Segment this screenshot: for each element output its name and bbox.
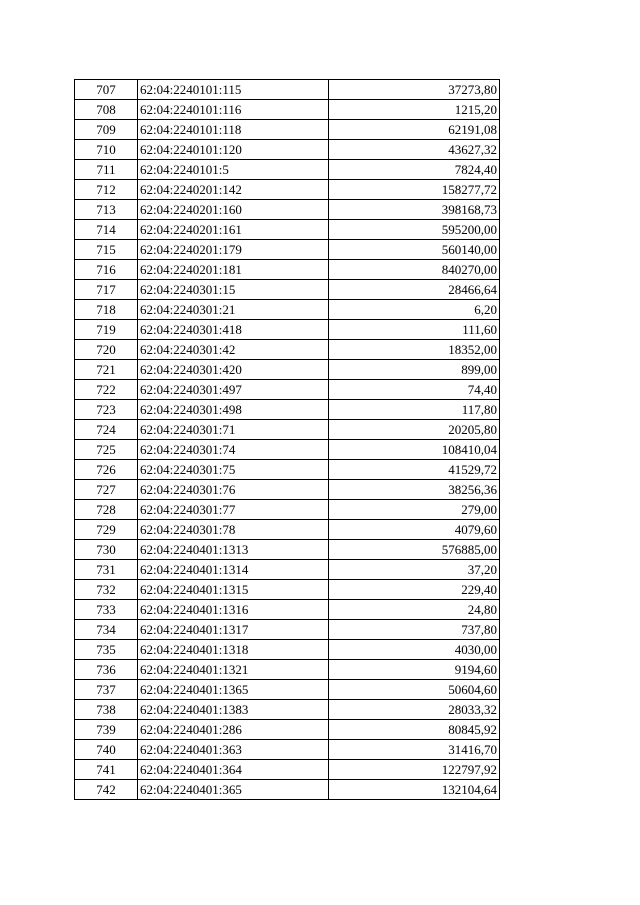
table-row: [75, 700, 500, 720]
cadastral-number-cell: 62:04:2240101:5: [138, 160, 329, 180]
cadastral-number-cell: 62:04:2240301:77: [138, 500, 329, 520]
table-body: [75, 80, 500, 800]
row-number-cell: 713: [75, 200, 138, 220]
row-number-cell: 740: [75, 740, 138, 760]
row-number-cell: 715: [75, 240, 138, 260]
row-number-cell: 726: [75, 460, 138, 480]
row-number-cell: 717: [75, 280, 138, 300]
table-row: [75, 720, 500, 740]
value-cell: 28033,32: [329, 700, 500, 720]
row-number-cell: 720: [75, 340, 138, 360]
value-cell: 117,80: [329, 400, 500, 420]
value-cell: 41529,72: [329, 460, 500, 480]
table-row: [75, 460, 500, 480]
table-row: [75, 680, 500, 700]
row-number-cell: 708: [75, 100, 138, 120]
table-row: [75, 220, 500, 240]
value-cell: 9194,60: [329, 660, 500, 680]
value-cell: 4079,60: [329, 520, 500, 540]
cadastral-number-cell: 62:04:2240401:1365: [138, 680, 329, 700]
row-number-cell: 737: [75, 680, 138, 700]
table-row: [75, 520, 500, 540]
table-row: [75, 660, 500, 680]
row-number-cell: 722: [75, 380, 138, 400]
table-row: [75, 420, 500, 440]
table-row: [75, 340, 500, 360]
cadastral-number-cell: 62:04:2240401:364: [138, 760, 329, 780]
cadastral-number-cell: 62:04:2240301:418: [138, 320, 329, 340]
cadastral-number-cell: 62:04:2240201:160: [138, 200, 329, 220]
table-row: [75, 780, 500, 800]
cadastral-number-cell: 62:04:2240301:76: [138, 480, 329, 500]
table-row: [75, 140, 500, 160]
row-number-cell: 721: [75, 360, 138, 380]
table-row: [75, 320, 500, 340]
table-row: [75, 200, 500, 220]
cadastral-number-cell: 62:04:2240301:74: [138, 440, 329, 460]
value-cell: 737,80: [329, 620, 500, 640]
table-row: [75, 280, 500, 300]
row-number-cell: 709: [75, 120, 138, 140]
cadastral-number-cell: 62:04:2240401:1318: [138, 640, 329, 660]
cadastral-number-cell: 62:04:2240401:1316: [138, 600, 329, 620]
value-cell: 37273,80: [329, 80, 500, 100]
cadastral-number-cell: 62:04:2240401:365: [138, 780, 329, 800]
row-number-cell: 723: [75, 400, 138, 420]
cadastral-number-cell: 62:04:2240401:1317: [138, 620, 329, 640]
table-row: [75, 480, 500, 500]
table-row: [75, 560, 500, 580]
cadastral-number-cell: 62:04:2240101:120: [138, 140, 329, 160]
value-cell: 43627,32: [329, 140, 500, 160]
value-cell: 111,60: [329, 320, 500, 340]
table-row: [75, 620, 500, 640]
cadastral-number-cell: 62:04:2240101:116: [138, 100, 329, 120]
value-cell: 576885,00: [329, 540, 500, 560]
value-cell: 132104,64: [329, 780, 500, 800]
cadastral-number-cell: 62:04:2240401:363: [138, 740, 329, 760]
cadastral-number-cell: 62:04:2240301:420: [138, 360, 329, 380]
cadastral-number-cell: 62:04:2240301:75: [138, 460, 329, 480]
row-number-cell: 707: [75, 80, 138, 100]
row-number-cell: 719: [75, 320, 138, 340]
table-row: [75, 640, 500, 660]
row-number-cell: 742: [75, 780, 138, 800]
value-cell: 31416,70: [329, 740, 500, 760]
value-cell: 229,40: [329, 580, 500, 600]
row-number-cell: 727: [75, 480, 138, 500]
cadastral-number-cell: 62:04:2240301:498: [138, 400, 329, 420]
cadastral-number-cell: 62:04:2240201:142: [138, 180, 329, 200]
row-number-cell: 718: [75, 300, 138, 320]
value-cell: 20205,80: [329, 420, 500, 440]
cadastral-number-cell: 62:04:2240401:1383: [138, 700, 329, 720]
cadastral-value-table: [74, 79, 500, 800]
row-number-cell: 732: [75, 580, 138, 600]
cadastral-number-cell: 62:04:2240101:115: [138, 80, 329, 100]
table-row: [75, 240, 500, 260]
cadastral-number-cell: 62:04:2240401:1314: [138, 560, 329, 580]
row-number-cell: 739: [75, 720, 138, 740]
value-cell: 7824,40: [329, 160, 500, 180]
row-number-cell: 731: [75, 560, 138, 580]
cadastral-number-cell: 62:04:2240201:161: [138, 220, 329, 240]
value-cell: 80845,92: [329, 720, 500, 740]
value-cell: 4030,00: [329, 640, 500, 660]
row-number-cell: 738: [75, 700, 138, 720]
value-cell: 560140,00: [329, 240, 500, 260]
row-number-cell: 710: [75, 140, 138, 160]
value-cell: 24,80: [329, 600, 500, 620]
value-cell: 6,20: [329, 300, 500, 320]
table-row: [75, 600, 500, 620]
table-row: [75, 160, 500, 180]
value-cell: 840270,00: [329, 260, 500, 280]
cadastral-number-cell: 62:04:2240301:497: [138, 380, 329, 400]
row-number-cell: 729: [75, 520, 138, 540]
table-row: [75, 180, 500, 200]
value-cell: 595200,00: [329, 220, 500, 240]
row-number-cell: 741: [75, 760, 138, 780]
row-number-cell: 735: [75, 640, 138, 660]
table-row: [75, 540, 500, 560]
cadastral-number-cell: 62:04:2240401:1313: [138, 540, 329, 560]
cadastral-number-cell: 62:04:2240201:179: [138, 240, 329, 260]
table-row: [75, 80, 500, 100]
row-number-cell: 716: [75, 260, 138, 280]
value-cell: 62191,08: [329, 120, 500, 140]
value-cell: 37,20: [329, 560, 500, 580]
value-cell: 158277,72: [329, 180, 500, 200]
row-number-cell: 728: [75, 500, 138, 520]
value-cell: 50604,60: [329, 680, 500, 700]
row-number-cell: 711: [75, 160, 138, 180]
table-row: [75, 300, 500, 320]
cadastral-number-cell: 62:04:2240201:181: [138, 260, 329, 280]
row-number-cell: 714: [75, 220, 138, 240]
value-cell: 899,00: [329, 360, 500, 380]
value-cell: 108410,04: [329, 440, 500, 460]
cadastral-number-cell: 62:04:2240301:21: [138, 300, 329, 320]
cadastral-number-cell: 62:04:2240401:286: [138, 720, 329, 740]
row-number-cell: 724: [75, 420, 138, 440]
cadastral-number-cell: 62:04:2240301:42: [138, 340, 329, 360]
table-row: [75, 760, 500, 780]
cadastral-number-cell: 62:04:2240401:1315: [138, 580, 329, 600]
table-row: [75, 580, 500, 600]
row-number-cell: 734: [75, 620, 138, 640]
table-row: [75, 100, 500, 120]
cadastral-number-cell: 62:04:2240401:1321: [138, 660, 329, 680]
cadastral-number-cell: 62:04:2240301:71: [138, 420, 329, 440]
row-number-cell: 712: [75, 180, 138, 200]
value-cell: 28466,64: [329, 280, 500, 300]
row-number-cell: 736: [75, 660, 138, 680]
table-row: [75, 260, 500, 280]
row-number-cell: 733: [75, 600, 138, 620]
table-row: [75, 440, 500, 460]
cadastral-number-cell: 62:04:2240301:78: [138, 520, 329, 540]
cadastral-number-cell: 62:04:2240101:118: [138, 120, 329, 140]
cadastral-number-cell: 62:04:2240301:15: [138, 280, 329, 300]
table-row: [75, 400, 500, 420]
value-cell: 18352,00: [329, 340, 500, 360]
row-number-cell: 730: [75, 540, 138, 560]
table-row: [75, 380, 500, 400]
table-row: [75, 120, 500, 140]
value-cell: 74,40: [329, 380, 500, 400]
value-cell: 1215,20: [329, 100, 500, 120]
table-row: [75, 360, 500, 380]
value-cell: 398168,73: [329, 200, 500, 220]
table-row: [75, 740, 500, 760]
value-cell: 122797,92: [329, 760, 500, 780]
value-cell: 279,00: [329, 500, 500, 520]
row-number-cell: 725: [75, 440, 138, 460]
value-cell: 38256,36: [329, 480, 500, 500]
table-row: [75, 500, 500, 520]
